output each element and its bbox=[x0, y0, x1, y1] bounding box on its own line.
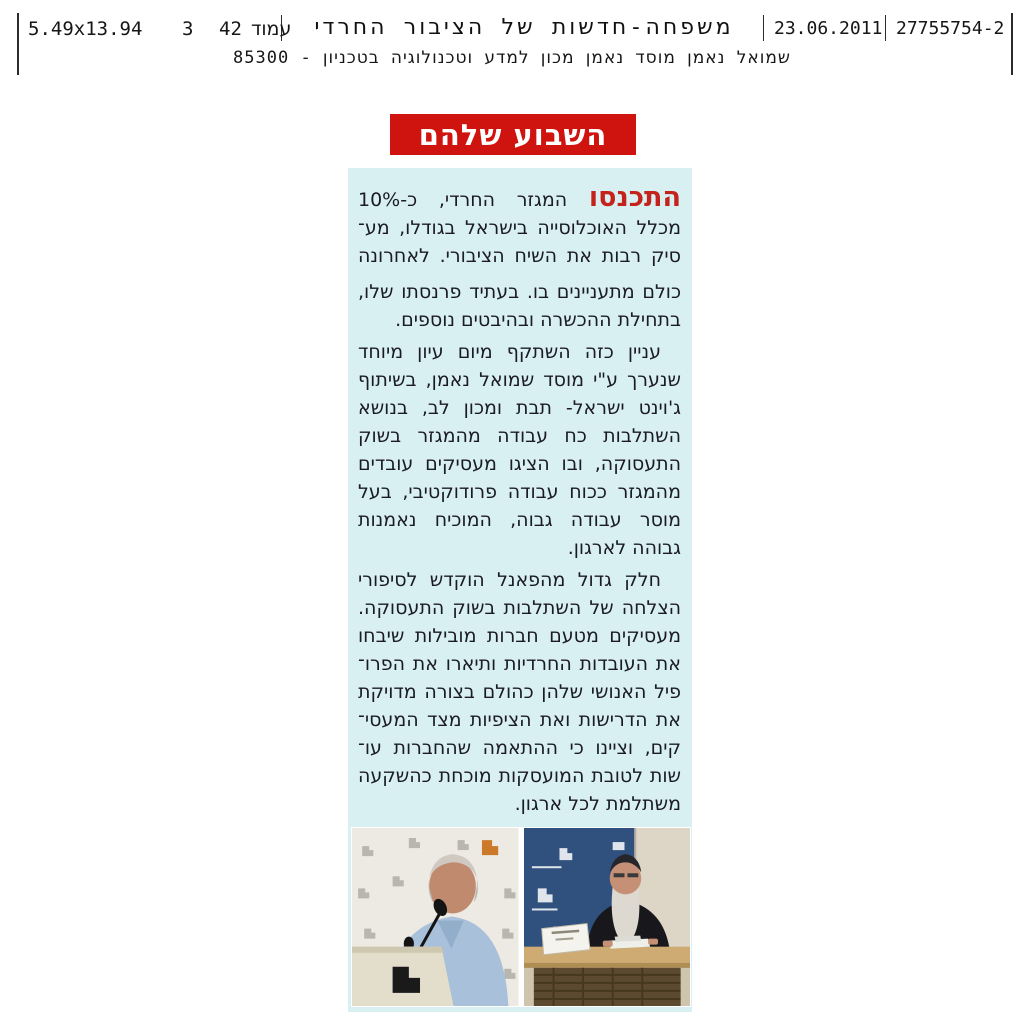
header-separator bbox=[763, 15, 764, 41]
article-line: משתלמת לכל ארגון. bbox=[514, 793, 681, 815]
clip-page-number: 42 bbox=[219, 18, 242, 40]
article-line-text: המגזר החרדי, כ-10% bbox=[358, 189, 568, 211]
article-line: סיק רבות את השיח הציבורי. לאחרונה bbox=[358, 245, 681, 267]
article-line: גבוהה לארגון. bbox=[567, 537, 681, 559]
photo-speaker-at-podium bbox=[352, 828, 519, 1006]
article-line: מוסר עבודה גבוה, המוכיח נאמנות bbox=[358, 509, 681, 531]
article-line: בתחילת ההכשרה ובהיבטים נוספים. bbox=[395, 309, 681, 331]
article-line: את הדרישות ואת הציפיות מצד המעסי־ bbox=[358, 709, 681, 731]
clip-columns: 3 bbox=[182, 18, 194, 40]
article-line: מהמגזר ככוח עבודה פרודוקטיבי, בעל bbox=[358, 481, 681, 503]
clip-page-label: עמוד bbox=[251, 18, 292, 40]
header-separator bbox=[885, 15, 886, 41]
article-line: שנערך ע"י מוסד שמואל נאמן, בשיתוף bbox=[358, 369, 681, 391]
article-line: קים, וציינו כי ההתאמה שהחברות עו־ bbox=[358, 737, 681, 759]
section-banner: השבוע שלהם bbox=[390, 114, 636, 155]
clip-id: 27755754-2 bbox=[896, 18, 1005, 39]
article-paragraph bbox=[358, 338, 681, 562]
speaker-photo-illustration bbox=[352, 828, 519, 1006]
article-line: השתלבות כח עבודה מהמגזר בשוק bbox=[358, 425, 681, 447]
article-line: חלק גדול מהפאנל הוקדש לסיפורי bbox=[358, 569, 661, 591]
article-text bbox=[358, 184, 681, 818]
article-line: את העובדות החרדיות ותיארו את הפרו־ bbox=[358, 653, 681, 675]
article-line: הצלחה של השתלבות בשוק התעסוקה. bbox=[358, 597, 681, 619]
article-line: פיל האנושי שלהן כהולם בצורה מדויקת bbox=[358, 681, 681, 703]
rabbi-photo-illustration bbox=[524, 828, 691, 1006]
subscriber-line: שמואל נאמן מוסד נאמן מכון למדע וטכנולוגיה בטכניון - 85300 bbox=[233, 48, 791, 68]
article-line: כולם מתעניינים בו. בעתיד פרנסתו שלו, bbox=[358, 281, 681, 303]
photos-row bbox=[351, 827, 691, 1007]
article-paragraph bbox=[358, 184, 681, 270]
publication-title: משפחה-חדשות של הציבור החרדי bbox=[314, 15, 734, 40]
article-line bbox=[358, 184, 681, 214]
clip-dimensions: 5.49x13.94 bbox=[28, 18, 143, 40]
article-lead-word: התכנסו bbox=[588, 182, 681, 213]
article-line: שות לטובת המועסקות מוכחת כהשקעה bbox=[358, 765, 681, 787]
article-paragraph bbox=[358, 278, 681, 334]
article-line: מכלל האוכלוסייה בישראל בגודלו, מע־ bbox=[358, 217, 681, 239]
article-line: מעסיקים מטעם חברות מובילות שיבחו bbox=[358, 625, 681, 647]
clip-date: 23.06.2011 bbox=[774, 18, 883, 39]
photo-rabbi-at-table bbox=[524, 828, 691, 1006]
article-paragraph bbox=[358, 566, 681, 818]
article-line: ג'וינט ישראל- תבת ומכון לב, בנושא bbox=[358, 397, 681, 419]
article-line: התעסוקה, ובו הציגו מעסיקים עובדים bbox=[358, 453, 681, 475]
article-line: עניין כזה השתקף מיום עיון מיוחד bbox=[358, 341, 661, 363]
